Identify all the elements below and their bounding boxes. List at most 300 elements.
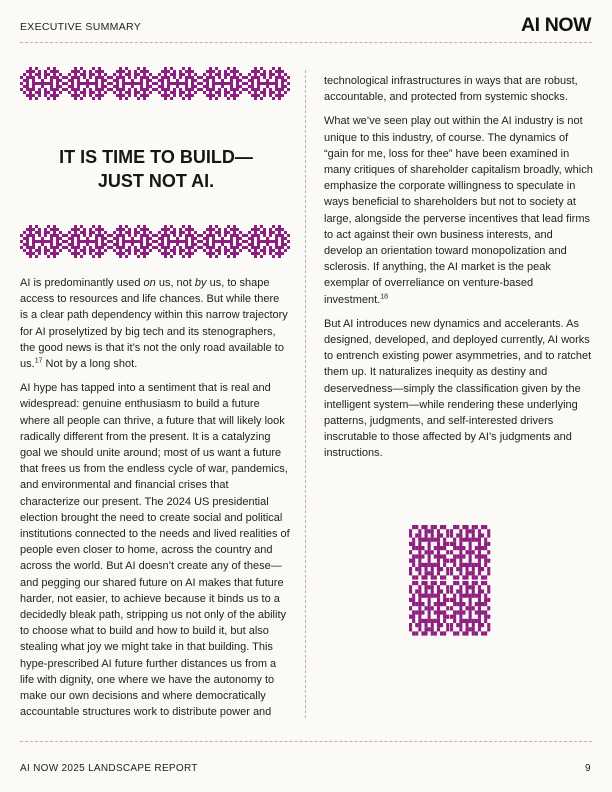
title-line-1: IT IS TIME TO BUILD— (59, 147, 253, 167)
motif-pixel (437, 546, 440, 550)
motif-pixel (418, 546, 421, 550)
motif-pixel (56, 82, 59, 85)
motif-pixel (134, 234, 137, 237)
motif-pixel (450, 542, 453, 546)
motif-pixel (428, 571, 431, 575)
motif-pixel (466, 529, 469, 533)
motif-pixel (215, 225, 218, 228)
motif-pixel (212, 82, 215, 85)
motif-pixel (227, 225, 230, 228)
motif-pixel (421, 554, 424, 558)
motif-pixel (257, 228, 260, 231)
motif-pixel (194, 73, 197, 76)
motif-pixel (206, 237, 209, 240)
motif-pixel (80, 225, 83, 228)
motif-pixel (44, 94, 47, 97)
motif-pixel (173, 70, 176, 73)
motif-pixel (95, 252, 98, 255)
motif-pixel (459, 542, 462, 546)
motif-pixel (71, 85, 74, 88)
motif-pixel (428, 610, 431, 614)
motif-pixel (47, 249, 50, 252)
motif-pixel (53, 97, 56, 100)
motif-pixel (425, 619, 428, 623)
motif-pixel (478, 538, 481, 542)
motif-pixel (484, 546, 487, 550)
motif-pixel (173, 234, 176, 237)
motif-pixel (119, 234, 122, 237)
motif-pixel (412, 563, 415, 567)
motif-pixel (466, 594, 469, 598)
motif-pixel (472, 567, 475, 571)
motif-pixel (275, 234, 278, 237)
motif-pixel (287, 240, 290, 243)
motif-pixel (450, 559, 453, 563)
motif-pixel (484, 542, 487, 546)
motif-pixel (462, 546, 465, 550)
motif-pixel (95, 243, 98, 246)
motif-pixel (421, 594, 424, 598)
motif-pixel (278, 76, 281, 79)
motif-pixel (50, 94, 53, 97)
motif-pixel (167, 252, 170, 255)
motif-pixel (269, 91, 272, 94)
motif-pixel (203, 243, 206, 246)
motif-pixel (164, 70, 167, 73)
motif-pixel (35, 225, 38, 228)
motif-pixel (179, 91, 182, 94)
motif-pixel (239, 243, 242, 246)
motif-pixel (44, 231, 47, 234)
motif-pixel (487, 627, 490, 631)
motif-pixel (59, 249, 62, 252)
motif-pixel (116, 228, 119, 231)
motif-pixel (421, 538, 424, 542)
motif-pixel (425, 585, 428, 589)
motif-pixel (257, 94, 260, 97)
motif-pixel (203, 91, 206, 94)
motif-pixel (212, 70, 215, 73)
footnote-ref[interactable]: 17 (34, 357, 43, 365)
motif-pixel (41, 243, 44, 246)
motif-pixel (203, 249, 206, 252)
motif-pixel (32, 70, 35, 73)
motif-pixel (487, 589, 490, 593)
motif-pixel (230, 234, 233, 237)
motif-pixel (418, 594, 421, 598)
motif-pixel (278, 73, 281, 76)
motif-pixel (484, 554, 487, 558)
motif-pixel (263, 88, 266, 91)
motif-pixel (453, 575, 456, 579)
motif-pixel (275, 70, 278, 73)
motif-pixel (149, 73, 152, 76)
motif-pixel (125, 240, 128, 243)
motif-pixel (146, 240, 149, 243)
motif-pixel (230, 76, 233, 79)
motif-pixel (418, 615, 421, 619)
motif-pixel (233, 255, 236, 258)
motif-pixel (38, 240, 41, 243)
motif-pixel (146, 234, 149, 237)
motif-pixel (484, 598, 487, 602)
motif-pixel (230, 70, 233, 73)
motif-pixel (119, 67, 122, 70)
motif-pixel (218, 252, 221, 255)
motif-pixel (446, 615, 449, 619)
motif-pixel (98, 97, 101, 100)
motif-pixel (233, 246, 236, 249)
motif-pixel (26, 243, 29, 246)
motif-pixel (484, 538, 487, 542)
motif-pixel (269, 73, 272, 76)
page-title (20, 145, 292, 193)
motif-pixel (434, 581, 437, 585)
motif-pixel (203, 73, 206, 76)
motif-pixel (29, 70, 32, 73)
motif-pixel (278, 88, 281, 91)
motif-pixel (188, 231, 191, 234)
motif-pixel (152, 234, 155, 237)
motif-pixel (26, 94, 29, 97)
motif-pixel (478, 550, 481, 554)
motif-pixel (428, 585, 431, 589)
motif-pixel (459, 623, 462, 627)
motif-pixel (29, 73, 32, 76)
motif-pixel (478, 615, 481, 619)
motif-pixel (440, 575, 443, 579)
motif-pixel (260, 82, 263, 85)
motif-pixel (23, 243, 26, 246)
motif-pixel (469, 529, 472, 533)
motif-pixel (56, 94, 59, 97)
motif-pixel (275, 246, 278, 249)
motif-pixel (65, 76, 68, 79)
motif-pixel (53, 88, 56, 91)
motif-pixel (425, 627, 428, 631)
motif-pixel (409, 598, 412, 602)
motif-pixel (215, 91, 218, 94)
motif-pixel (257, 234, 260, 237)
motif-pixel (478, 610, 481, 614)
motif-pixel (275, 82, 278, 85)
motif-pixel (446, 542, 449, 546)
motif-pixel (437, 594, 440, 598)
motif-pixel (68, 85, 71, 88)
motif-pixel (101, 94, 104, 97)
motif-pixel (275, 85, 278, 88)
motif-pixel (281, 85, 284, 88)
motif-pixel (275, 237, 278, 240)
motif-pixel (143, 67, 146, 70)
motif-pixel (65, 82, 68, 85)
motif-pixel (450, 585, 453, 589)
motif-pixel (98, 231, 101, 234)
motif-pixel (478, 554, 481, 558)
motif-pixel (119, 228, 122, 231)
motif-pixel (284, 249, 287, 252)
motif-pixel (431, 619, 434, 623)
motif-pixel (74, 246, 77, 249)
motif-pixel (224, 252, 227, 255)
motif-pixel (412, 554, 415, 558)
motif-pixel (446, 550, 449, 554)
motif-pixel (194, 91, 197, 94)
motif-pixel (212, 88, 215, 91)
motif-pixel (453, 610, 456, 614)
motif-pixel (119, 252, 122, 255)
motif-pixel (50, 240, 53, 243)
motif-pixel (425, 533, 428, 537)
motif-pixel (83, 228, 86, 231)
motif-pixel (197, 88, 200, 91)
motif-pixel (200, 82, 203, 85)
motif-pixel (434, 631, 437, 635)
motif-pixel (107, 76, 110, 79)
motif-pixel (459, 585, 462, 589)
motif-pixel (56, 228, 59, 231)
motif-pixel (125, 73, 128, 76)
motif-pixel (29, 231, 32, 234)
motif-pixel (224, 82, 227, 85)
motif-pixel (80, 231, 83, 234)
motif-pixel (209, 225, 212, 228)
motif-pixel (453, 554, 456, 558)
motif-pixel (83, 249, 86, 252)
motif-pixel (278, 67, 281, 70)
motif-pixel (478, 606, 481, 610)
motif-pixel (236, 82, 239, 85)
motif-pixel (158, 91, 161, 94)
motif-pixel (215, 240, 218, 243)
motif-pixel (26, 240, 29, 243)
motif-pixel (65, 246, 68, 249)
motif-pixel (179, 73, 182, 76)
motif-pixel (260, 73, 263, 76)
motif-pixel (104, 249, 107, 252)
motif-pixel (125, 255, 128, 258)
motif-pixel (472, 550, 475, 554)
motif-pixel (68, 79, 71, 82)
motif-pixel (239, 231, 242, 234)
motif-pixel (50, 85, 53, 88)
motif-pixel (254, 94, 257, 97)
motif-pixel (110, 82, 113, 85)
motif-pixel (44, 249, 47, 252)
motif-pixel (269, 94, 272, 97)
motif-pixel (450, 533, 453, 537)
motif-pixel (38, 73, 41, 76)
motif-pixel (38, 249, 41, 252)
motif-pixel (20, 234, 23, 237)
motif-pixel (155, 246, 158, 249)
motif-pixel (233, 228, 236, 231)
motif-pixel (188, 73, 191, 76)
motif-pixel (194, 237, 197, 240)
motif-pixel (484, 594, 487, 598)
motif-pixel (98, 88, 101, 91)
motif-pixel (266, 85, 269, 88)
motif-pixel (466, 581, 469, 585)
footer-rule (20, 741, 592, 742)
motif-pixel (418, 627, 421, 631)
motif-pixel (191, 246, 194, 249)
motif-pixel (125, 91, 128, 94)
motif-pixel (167, 234, 170, 237)
motif-pixel (475, 581, 478, 585)
motif-pixel (263, 234, 266, 237)
motif-pixel (167, 243, 170, 246)
motif-pixel (428, 550, 431, 554)
motif-pixel (456, 602, 459, 606)
motif-pixel (68, 91, 71, 94)
motif-pixel (26, 246, 29, 249)
motif-pixel (62, 240, 65, 243)
motif-pixel (236, 76, 239, 79)
motif-pixel (164, 225, 167, 228)
motif-pixel (32, 82, 35, 85)
motif-pixel (116, 234, 119, 237)
motif-pixel (140, 228, 143, 231)
motif-pixel (450, 623, 453, 627)
motif-pixel (68, 249, 71, 252)
motif-pixel (415, 610, 418, 614)
motif-pixel (32, 79, 35, 82)
motif-pixel (134, 228, 137, 231)
motif-pixel (77, 234, 80, 237)
motif-pixel (74, 88, 77, 91)
motif-pixel (233, 91, 236, 94)
motif-pixel (209, 94, 212, 97)
motif-pixel (125, 67, 128, 70)
motif-pixel (425, 571, 428, 575)
motif-pixel (224, 228, 227, 231)
motif-pixel (209, 73, 212, 76)
motif-pixel (233, 76, 236, 79)
motif-pixel (167, 246, 170, 249)
motif-pixel (191, 243, 194, 246)
motif-pixel (469, 627, 472, 631)
motif-pixel (421, 602, 424, 606)
motif-pixel (459, 563, 462, 567)
motif-pixel (224, 240, 227, 243)
motif-pixel (428, 619, 431, 623)
motif-pixel (481, 567, 484, 571)
motif-pixel (89, 234, 92, 237)
motif-pixel (47, 67, 50, 70)
motif-pixel (191, 234, 194, 237)
motif-pixel (26, 237, 29, 240)
motif-pixel (68, 73, 71, 76)
motif-pixel (236, 94, 239, 97)
motif-pixel (236, 234, 239, 237)
motif-pixel (254, 88, 257, 91)
motif-pixel (239, 73, 242, 76)
motif-pixel (284, 243, 287, 246)
motif-pixel (466, 606, 469, 610)
footnote-ref[interactable]: 18 (380, 292, 389, 300)
motif-pixel (98, 70, 101, 73)
motif-pixel (209, 249, 212, 252)
motif-pixel (462, 610, 465, 614)
motif-pixel (83, 73, 86, 76)
motif-pixel (53, 234, 56, 237)
motif-pixel (212, 252, 215, 255)
motif-pixel (287, 82, 290, 85)
motif-pixel (469, 559, 472, 563)
motif-pixel (92, 91, 95, 94)
motif-pixel (218, 82, 221, 85)
motif-pixel (119, 246, 122, 249)
motif-pixel (481, 525, 484, 529)
motif-pixel (254, 228, 257, 231)
motif-pixel (236, 252, 239, 255)
motif-pixel (35, 249, 38, 252)
motif-pixel (418, 585, 421, 589)
motif-pixel (459, 598, 462, 602)
motif-pixel (80, 240, 83, 243)
motif-pixel (32, 228, 35, 231)
motif-pixel (425, 594, 428, 598)
motif-pixel (110, 76, 113, 79)
motif-pixel (472, 563, 475, 567)
motif-pixel (278, 225, 281, 228)
motif-pixel (119, 97, 122, 100)
motif-pixel (456, 525, 459, 529)
motif-pixel (212, 94, 215, 97)
motif-pixel (443, 615, 446, 619)
motif-pixel (137, 225, 140, 228)
motif-pixel (158, 231, 161, 234)
motif-pixel (47, 97, 50, 100)
motif-pixel (80, 67, 83, 70)
motif-pixel (35, 255, 38, 258)
motif-pixel (38, 76, 41, 79)
motif-pixel (239, 237, 242, 240)
motif-pixel (23, 79, 26, 82)
motif-pixel (459, 571, 462, 575)
motif-pixel (487, 542, 490, 546)
motif-pixel (164, 91, 167, 94)
motif-pixel (176, 85, 179, 88)
motif-pixel (415, 533, 418, 537)
motif-pixel (284, 85, 287, 88)
motif-pixel (431, 581, 434, 585)
motif-pixel (95, 237, 98, 240)
motif-pixel (412, 546, 415, 550)
motif-pixel (421, 631, 424, 635)
motif-pixel (203, 79, 206, 82)
motif-pixel (122, 243, 125, 246)
motif-pixel (179, 76, 182, 79)
motif-pixel (242, 82, 245, 85)
motif-pixel (95, 79, 98, 82)
motif-pixel (275, 88, 278, 91)
motif-pixel (487, 529, 490, 533)
motif-pixel (161, 240, 164, 243)
motif-pixel (134, 240, 137, 243)
motif-pixel (484, 559, 487, 563)
motif-pixel (443, 559, 446, 563)
motif-pixel (218, 240, 221, 243)
motif-pixel (56, 79, 59, 82)
motif-pixel (484, 619, 487, 623)
motif-pixel (230, 94, 233, 97)
motif-pixel (53, 225, 56, 228)
motif-pixel (68, 231, 71, 234)
motif-pixel (122, 246, 125, 249)
motif-pixel (59, 237, 62, 240)
